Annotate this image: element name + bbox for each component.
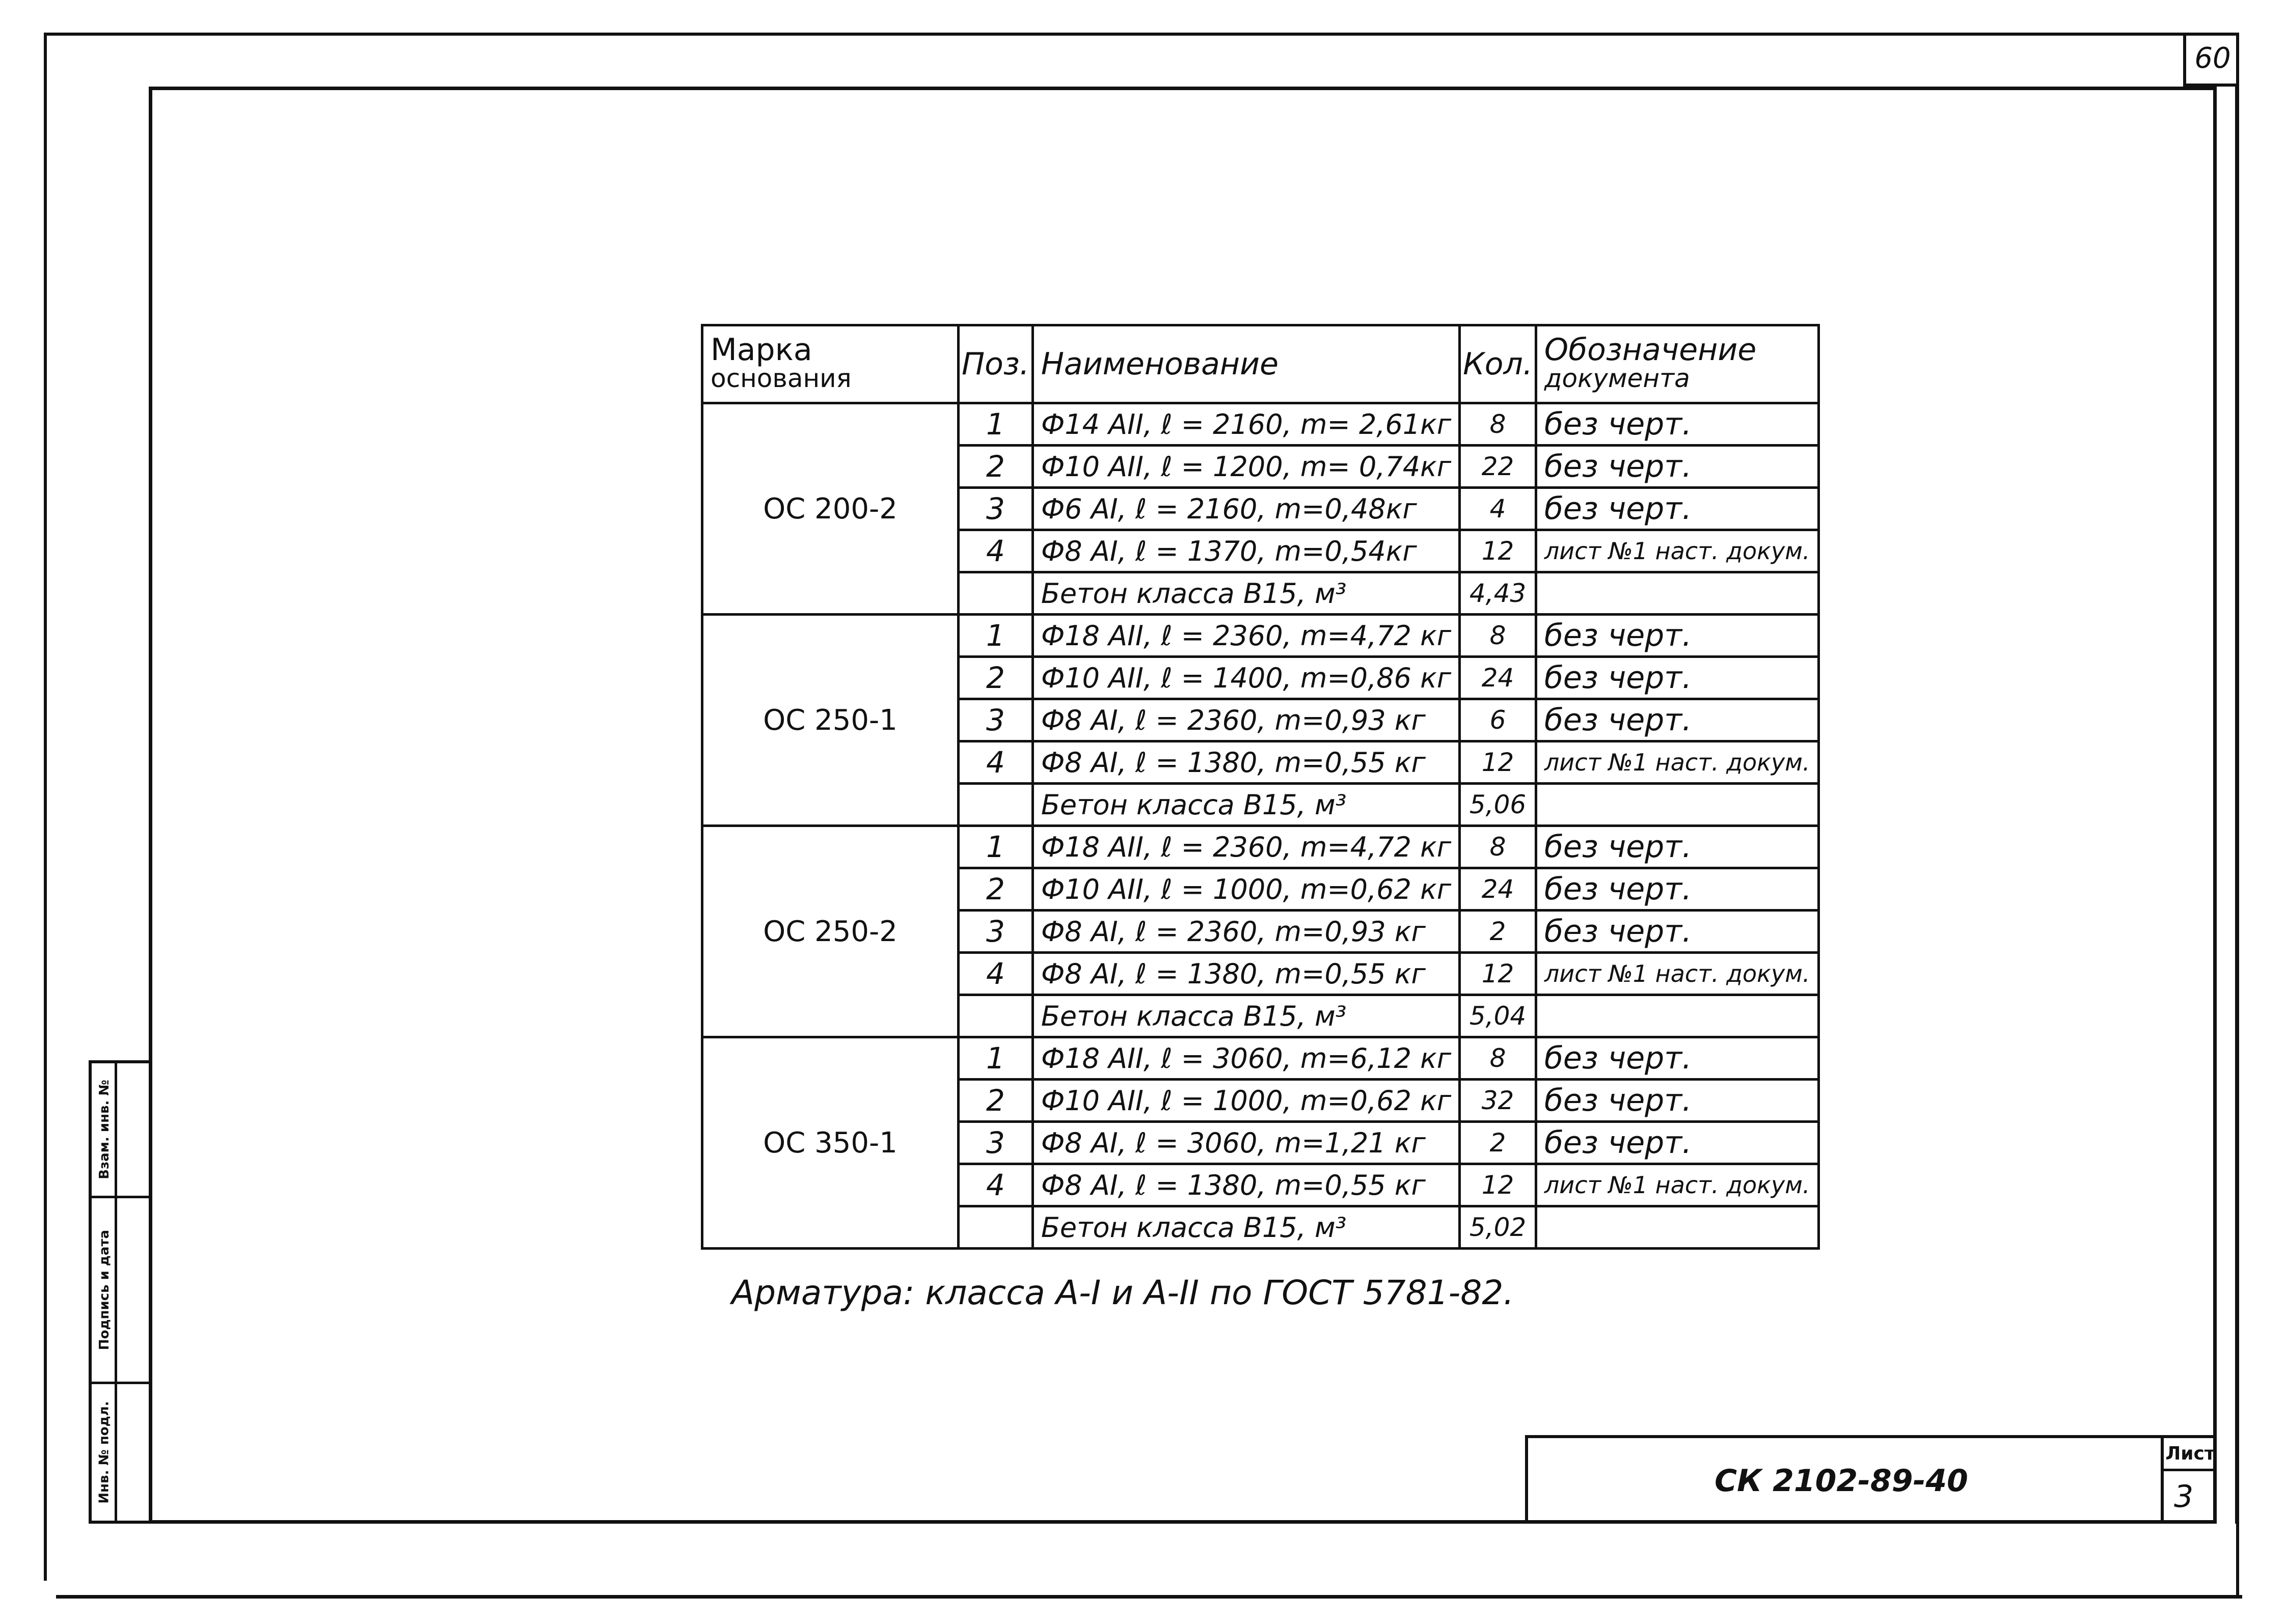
cell-mark: ОС 250-1	[702, 615, 959, 826]
header-doc	[1536, 325, 1818, 403]
cell-qty: 24	[1460, 657, 1536, 699]
table-header-row	[702, 325, 1819, 403]
specification-body	[702, 403, 1819, 1249]
sheet-value: 3	[2174, 1479, 2194, 1515]
cell-name: Ф8 АI, ℓ = 2360, m=0,93 кг	[1032, 699, 1459, 741]
cell-name: Ф8 АI, ℓ = 1380, m=0,55 кг	[1032, 953, 1459, 995]
cell-pos: 3	[959, 699, 1033, 741]
cell-doc: лист №1 наст. докум.	[1536, 530, 1818, 572]
cell-pos: 1	[959, 403, 1033, 446]
cell-qty: 22	[1460, 446, 1536, 488]
cell-doc: без черт.	[1536, 657, 1818, 699]
cell-pos: 4	[959, 741, 1033, 784]
cell-doc: лист №1 наст. докум.	[1536, 953, 1818, 995]
cell-name: Ф8 АI, ℓ = 1380, m=0,55 кг	[1032, 741, 1459, 784]
cell-qty: 12	[1460, 741, 1536, 784]
cell-name: Ф18 АII, ℓ = 2360, m=4,72 кг	[1032, 615, 1459, 657]
header-mark	[702, 325, 959, 403]
table-row	[702, 1037, 1819, 1080]
cell-name: Ф6 АI, ℓ = 2160, m=0,48кг	[1032, 488, 1459, 530]
sheet-box	[2161, 1438, 2217, 1524]
cell-pos	[959, 995, 1033, 1037]
cell-name: Ф10 АII, ℓ = 1200, m= 0,74кг	[1032, 446, 1459, 488]
cell-qty: 8	[1460, 826, 1536, 868]
cell-name: Ф8 АI, ℓ = 2360, m=0,93 кг	[1032, 911, 1459, 953]
cell-doc: без черт.	[1536, 911, 1818, 953]
sheet-number-top: 60	[2183, 33, 2239, 87]
header-mark-line1: Марка	[711, 332, 812, 368]
cell-pos: 3	[959, 911, 1033, 953]
cell-doc	[1536, 1206, 1818, 1249]
cell-mark: ОС 250-2	[702, 826, 959, 1037]
outer-frame-left	[44, 33, 47, 1581]
cell-doc: без черт.	[1536, 868, 1818, 911]
cell-doc	[1536, 784, 1818, 826]
cell-doc: без черт.	[1536, 1122, 1818, 1164]
cell-doc: без черт.	[1536, 446, 1818, 488]
header-name: Наименование	[1032, 325, 1459, 403]
cell-qty: 8	[1460, 615, 1536, 657]
table-row	[702, 615, 1819, 657]
cell-pos	[959, 1206, 1033, 1249]
header-pos: Поз.	[959, 325, 1033, 403]
side-stamp	[89, 1060, 149, 1524]
cell-name: Ф8 АI, ℓ = 1370, m=0,54кг	[1032, 530, 1459, 572]
header-doc-line1: Обозначение	[1544, 332, 1757, 368]
cell-pos: 3	[959, 1122, 1033, 1164]
side-cell-vzam-inv	[92, 1063, 117, 1196]
cell-doc: без черт.	[1536, 488, 1818, 530]
cell-qty: 5,06	[1460, 784, 1536, 826]
side-label-vzam-inv: Взам. инв. №	[97, 1080, 112, 1179]
cell-name: Ф8 АI, ℓ = 3060, m=1,21 кг	[1032, 1122, 1459, 1164]
cell-pos	[959, 572, 1033, 615]
cell-doc: без черт.	[1536, 1080, 1818, 1122]
cell-qty: 4	[1460, 488, 1536, 530]
cell-doc: без черт.	[1536, 1037, 1818, 1080]
cell-doc: лист №1 наст. докум.	[1536, 1164, 1818, 1206]
title-block	[1525, 1435, 2217, 1524]
cell-name: Ф18 АII, ℓ = 2360, m=4,72 кг	[1032, 826, 1459, 868]
cell-pos: 3	[959, 488, 1033, 530]
cell-qty: 12	[1460, 1164, 1536, 1206]
cell-qty: 5,02	[1460, 1206, 1536, 1249]
cell-name: Ф8 АI, ℓ = 1380, m=0,55 кг	[1032, 1164, 1459, 1206]
reinforcement-note: Арматура: класса А-I и А-II по ГОСТ 5781-82.	[731, 1273, 1514, 1312]
cell-pos: 2	[959, 1080, 1033, 1122]
side-label-podpis-data: Подпись и дата	[97, 1229, 113, 1351]
cell-doc	[1536, 995, 1818, 1037]
side-cell-inv-podl	[92, 1384, 117, 1521]
cell-qty: 12	[1460, 953, 1536, 995]
cell-name: Бетон класса В15, м³	[1032, 572, 1459, 615]
side-label-inv-podl: Инв. № подл.	[97, 1401, 112, 1504]
cell-qty: 4,43	[1460, 572, 1536, 615]
cell-name: Ф18 АII, ℓ = 3060, m=6,12 кг	[1032, 1037, 1459, 1080]
cell-doc: лист №1 наст. докум.	[1536, 741, 1818, 784]
cell-qty: 5,04	[1460, 995, 1536, 1037]
specification-table	[701, 324, 1820, 1250]
table-row	[702, 826, 1819, 868]
cell-name: Ф10 АII, ℓ = 1000, m=0,62 кг	[1032, 868, 1459, 911]
cell-qty: 12	[1460, 530, 1536, 572]
cell-pos: 4	[959, 953, 1033, 995]
cell-name: Бетон класса В15, м³	[1032, 784, 1459, 826]
side-stamp-separator	[92, 1382, 149, 1384]
side-stamp-separator	[92, 1196, 149, 1198]
cell-qty: 8	[1460, 403, 1536, 446]
cell-pos: 4	[959, 530, 1033, 572]
cell-qty: 32	[1460, 1080, 1536, 1122]
cell-mark: ОС 200-2	[702, 403, 959, 615]
cell-pos: 1	[959, 826, 1033, 868]
outer-frame-bottom	[56, 1595, 2242, 1599]
cell-pos	[959, 784, 1033, 826]
cell-pos: 1	[959, 1037, 1033, 1080]
cell-pos: 2	[959, 446, 1033, 488]
sheet-label: Лист	[2164, 1438, 2217, 1471]
cell-mark: ОС 350-1	[702, 1037, 959, 1249]
cell-pos: 1	[959, 615, 1033, 657]
cell-qty: 2	[1460, 911, 1536, 953]
cell-pos: 2	[959, 868, 1033, 911]
cell-qty: 24	[1460, 868, 1536, 911]
cell-name: Ф14 АII, ℓ = 2160, m= 2,61кг	[1032, 403, 1459, 446]
cell-name: Бетон класса В15, м³	[1032, 1206, 1459, 1249]
cell-doc: без черт.	[1536, 615, 1818, 657]
table-row	[702, 403, 1819, 446]
cell-qty: 8	[1460, 1037, 1536, 1080]
cell-name: Ф10 АII, ℓ = 1400, m=0,86 кг	[1032, 657, 1459, 699]
cell-pos: 2	[959, 657, 1033, 699]
cell-doc: без черт.	[1536, 699, 1818, 741]
side-stamp-labels	[92, 1063, 117, 1521]
cell-doc: без черт.	[1536, 403, 1818, 446]
cell-qty: 6	[1460, 699, 1536, 741]
right-rail	[2217, 87, 2238, 1524]
header-doc-line2: документа	[1544, 364, 1690, 393]
document-code: СК 2102-89-40	[1715, 1463, 1968, 1499]
cell-doc: без черт.	[1536, 826, 1818, 868]
cell-qty: 2	[1460, 1122, 1536, 1164]
cell-name: Бетон класса В15, м³	[1032, 995, 1459, 1037]
cell-name: Ф10 АII, ℓ = 1000, m=0,62 кг	[1032, 1080, 1459, 1122]
cell-pos: 4	[959, 1164, 1033, 1206]
header-qty: Кол.	[1460, 325, 1536, 403]
side-cell-podpis-data	[92, 1198, 117, 1382]
header-mark-line2: основания	[711, 364, 852, 393]
cell-doc	[1536, 572, 1818, 615]
